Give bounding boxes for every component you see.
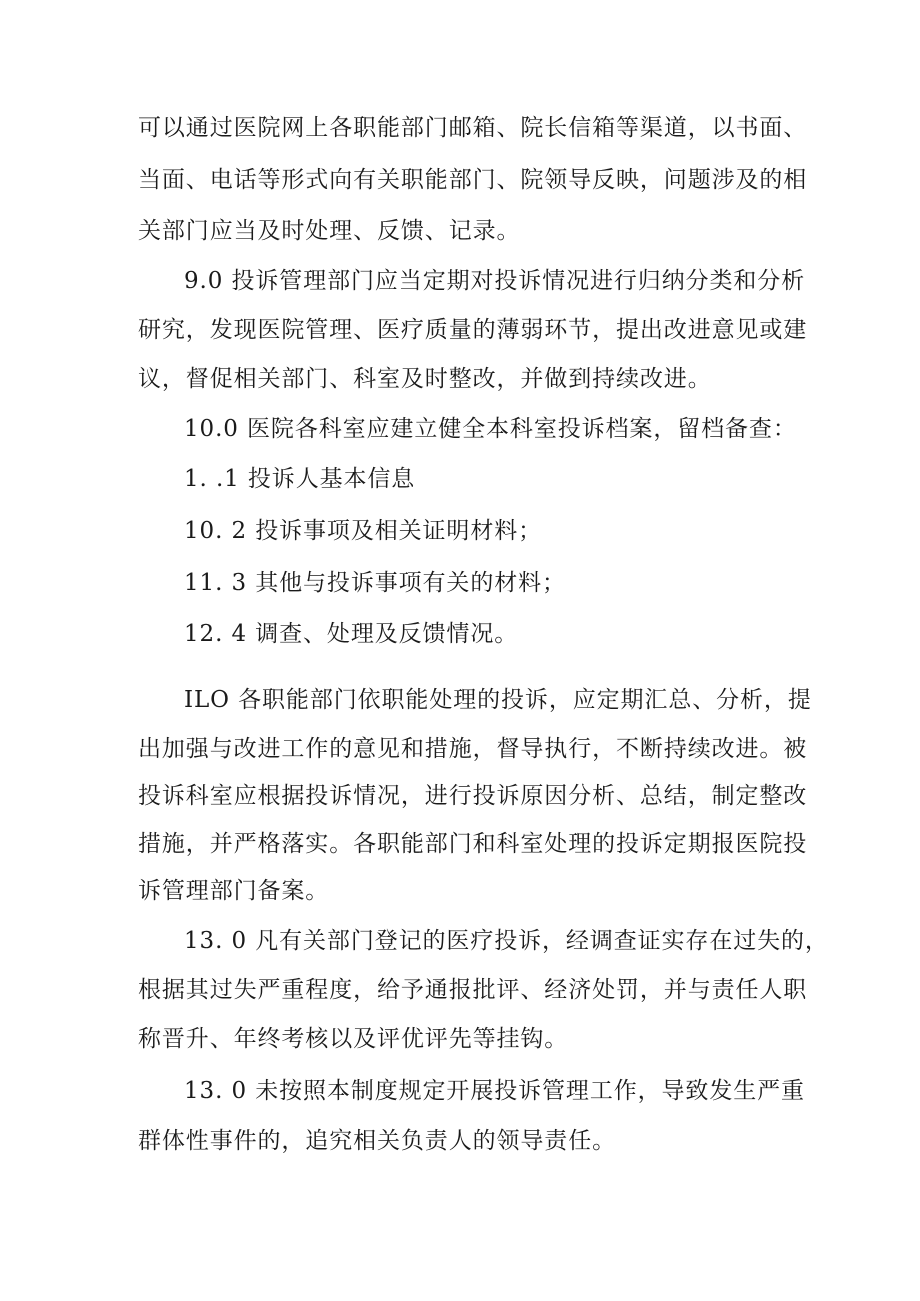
paragraph-line: 当面、电话等形式向有关职能部门、院领导反映，问题涉及的相 [138,167,808,193]
paragraph-line: 投诉科室应根据投诉情况，进行投诉原因分析、总结，制定整改 [138,783,808,809]
paragraph-line: 可以通过医院网上各职能部门邮箱、院长信箱等渠道，以书面、 [138,115,808,141]
paragraph-line: 研究，发现医院管理、医疗质量的薄弱环节，提出改进意见或建 [138,317,808,343]
list-item: 11. 3 其他与投诉事项有关的材料； [184,570,566,596]
paragraph-line: 关部门应当及时处理、反馈、记录。 [138,218,521,244]
list-item: 12. 4 调查、处理及反馈情况。 [184,621,519,647]
paragraph-line: 10.0 医院各科室应建立健全本科室投诉档案，留档备查： [184,416,797,442]
paragraph-line: 根据其过失严重程度，给予通报批评、经济处罚，并与责任人职 [138,977,808,1003]
paragraph-line: 议，督促相关部门、科室及时整改，并做到持续改进。 [138,366,712,392]
paragraph-line: 出加强与改进工作的意见和措施，督导执行，不断持续改进。被 [138,736,808,762]
list-item: 1. .1 投诉人基本信息 [184,466,416,492]
list-item: 10. 2 投诉事项及相关证明材料； [184,518,543,544]
paragraph-line: 13. 0 未按照本制度规定开展投诉管理工作，导致发生严重 [184,1078,805,1104]
paragraph-line: ILO 各职能部门依职能处理的投诉，应定期汇总、分析，提 [184,687,812,713]
paragraph-line: 群体性事件的，追究相关负责人的领导责任。 [138,1128,616,1154]
paragraph-line: 措施，并严格落实。各职能部门和科室处理的投诉定期报医院投 [138,831,808,857]
paragraph-line: 9.0 投诉管理部门应当定期对投诉情况进行归纳分类和分析 [184,268,806,294]
paragraph-line: 13. 0 凡有关部门登记的医疗投诉，经调查证实存在过失的， [184,928,829,954]
paragraph-line: 诉管理部门备案。 [138,878,330,904]
paragraph-line: 称晋升、年终考核以及评优评先等挂钩。 [138,1026,569,1052]
